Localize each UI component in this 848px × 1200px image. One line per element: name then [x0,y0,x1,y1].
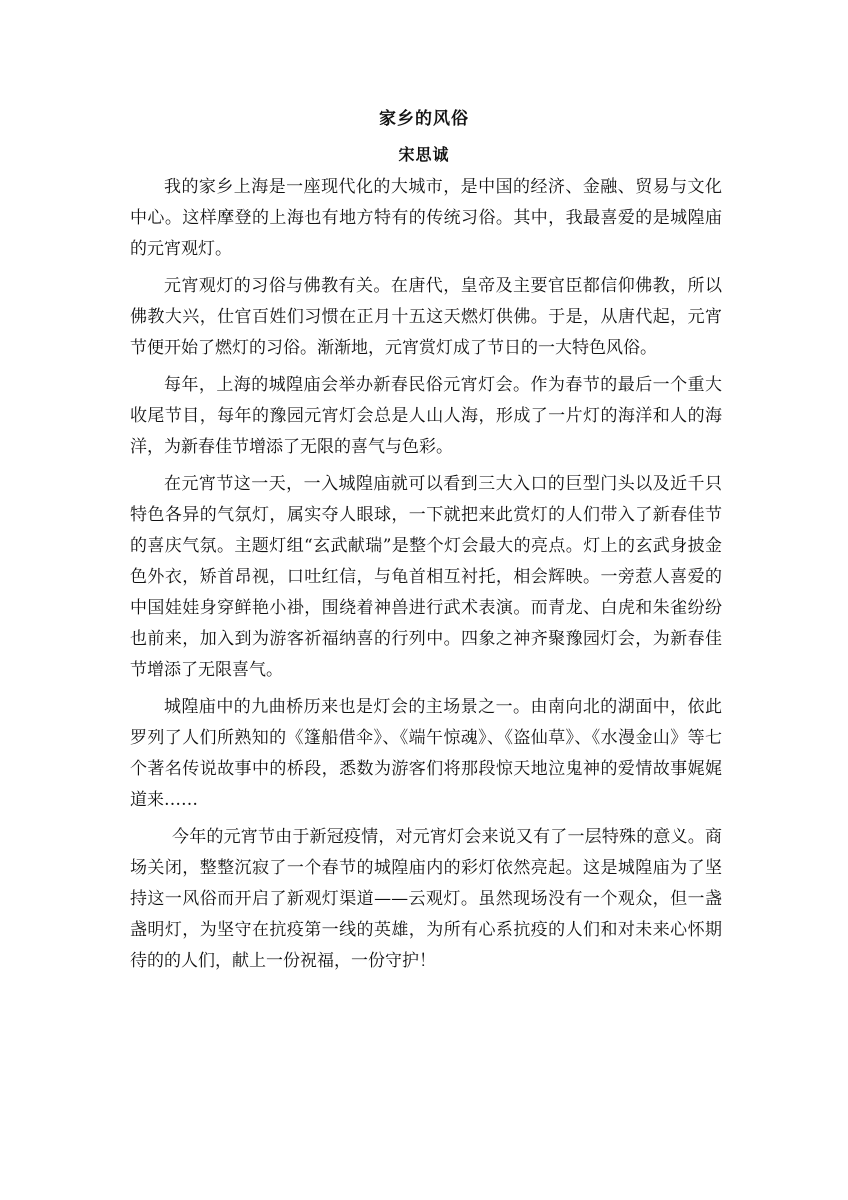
document-body [130,172,722,983]
paragraph-6: 今年的元宵节由于新冠疫情，对元宵灯会来说又有了一层特殊的意义。商场关闭，整整沉寂了一个春节的城隍庙内的彩灯依然亮起。这是城隍庙为了坚持这一风俗而开启了新观灯渠道——云观灯。虽然现场没有一个观众，但一盏盏明灯，为坚守在抗疫第一线的英雄，为所有心系抗疫的人们和对未来心怀期待的的人们，献上一份祝福，一份守护！ [130,827,722,971]
paragraph-1: 我的家乡上海是一座现代化的大城市，是中国的经济、金融、贸易与文化中心。这样摩登的上海也有地方特有的传统习俗。其中，我最喜爱的是城隍庙的元宵观灯。 [130,177,722,259]
paragraph-3: 每年，上海的城隍庙会举办新春民俗元宵灯会。作为春节的最后一个重大收尾节目，每年的豫园元宵灯会总是人山人海，形成了一片灯的海洋和人的海洋，为新春佳节增添了无限的喜气与色彩。 [130,375,722,457]
paragraph-5: 城隍庙中的九曲桥历来也是灯会的主场景之一。由南向北的湖面中，依此罗列了人们所熟知的《篷船借伞》、《端午惊魂》、《盗仙草》、《水漫金山》等七个著名传说故事中的桥段，悉数为游客们将那段惊天地泣鬼神的爱情故事娓娓道来…… [130,697,722,810]
document-title: 家乡的风俗 [379,109,469,129]
paragraph-2: 元宵观灯的习俗与佛教有关。在唐代，皇帝及主要官臣都信仰佛教，所以佛教大兴，仕官百姓们习惯在正月十五这天燃灯供佛。于是，从唐代起，元宵节便开始了燃灯的习俗。渐渐地，元宵赏灯成了节日的一大特色风俗。 [130,276,722,358]
paragraph-4: 在元宵节这一天，一入城隍庙就可以看到三大入口的巨型门头以及近千只特色各异的气氛灯，属实夺人眼球，一下就把来此赏灯的人们带入了新春佳节的喜庆气氛。主题灯组“玄武献瑞”是整个灯会最大的亮点。灯上的玄武身披金色外衣，矫首昂视，口吐红信，与龟首相互衬托，相会辉映。一旁惹人喜爱的中国娃娃身穿鲜艳小褂，围绕着神兽进行武术表演。而青龙、白虎和朱雀纷纷也前来，加入到为游客祈福纳喜的行列中。四象之神齐聚豫园灯会，为新春佳节增添了无限喜气。 [130,474,722,680]
document-author: 宋思诚 [398,145,450,164]
